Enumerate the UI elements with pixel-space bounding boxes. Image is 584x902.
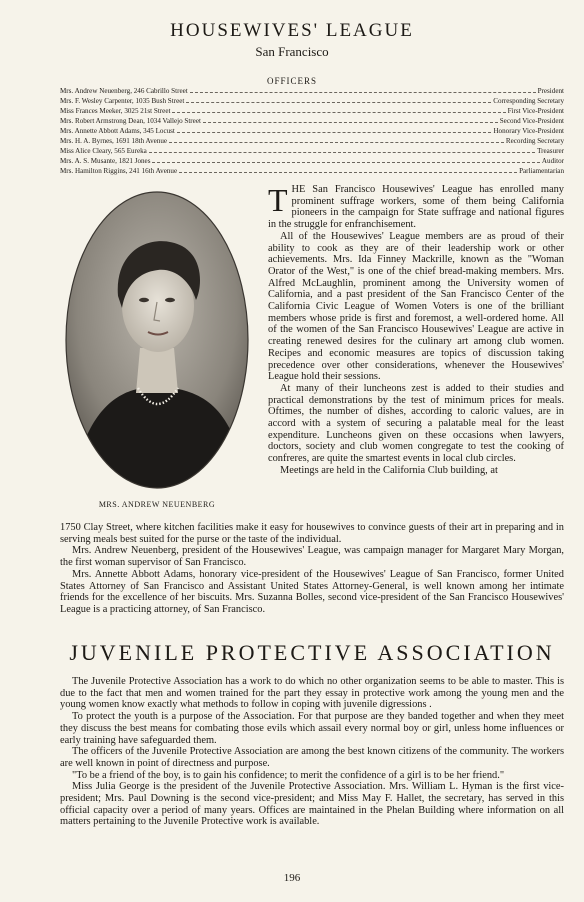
officer-name: Miss Frances Meeker, 3025 21st Street	[60, 107, 171, 115]
page-number: 196	[283, 872, 301, 884]
article-column	[268, 184, 564, 477]
portrait-image	[62, 188, 252, 492]
leader-dots	[203, 116, 498, 123]
officer-role: Parliamentarian	[519, 167, 564, 175]
leader-dots	[177, 126, 492, 133]
jpa-paragraph: Miss Julia George is the president of the Juvenile Protective Association. Mrs. William L. Hyman is the first vice-president; Mrs. Paul Downing is the second vice-president; and Miss May F. Hallet, the secretary, has served in this official capacity over a period of many years. Offices are maintained in the Phelan Building where information on all matters pertaining to the Juvenile Protective work is available.	[60, 781, 564, 828]
leader-dots	[186, 96, 491, 103]
officer-role: Second Vice-President	[499, 117, 564, 125]
drop-cap: T	[268, 182, 288, 218]
officer-role: Honorary Vice-President	[493, 127, 564, 135]
officer-role: First Vice-President	[507, 107, 564, 115]
article-paragraph	[268, 184, 564, 231]
officer-row	[60, 146, 564, 156]
leader-dots	[169, 136, 504, 143]
officer-name: Mrs. Hamilton Riggins, 241 16th Avenue	[60, 167, 178, 175]
article-paragraph: All of the Housewives' League members are as proud of their ability to cook as they are of their leadership work or other achievements. Mrs. Ida Finney Mackrille, known as the "Woman Orator of the West," is one of the chief bread-making members. Mrs. Alfred McLaughlin, prominent among the University women of California, and a past president of the San Francisco Center of the California Civic League of Women Voters is one of the brilliant members whose pride is first and foremost, a well-ordered home. All of the women of the San Francisco Housewives' League are active in creating renewed desires for the culinary art among club women. Recipes and economic measures are topics of discussion taking precedence over other considerations, whenever the Housewives' League hold their sessions.	[268, 230, 564, 383]
section-title: JUVENILE PROTECTIVE ASSOCIATION	[69, 640, 555, 665]
page-title: HOUSEWIVES' LEAGUE	[170, 20, 414, 41]
article-paragraph: 1750 Clay Street, where kitchen facilities make it easy for housewives to convince guests of their art in preparing and in serving meals best suited for the purse or the taste of the individual.	[60, 522, 564, 545]
officer-name: Mrs. A. S. Musante, 1821 Jones	[60, 157, 151, 165]
officer-row	[60, 116, 564, 126]
leader-dots	[190, 86, 536, 93]
officers-list	[60, 86, 564, 176]
officer-role: Auditor	[541, 157, 564, 165]
officer-name: Mrs. H. A. Byrnes, 1691 18th Avenue	[60, 137, 168, 145]
article-paragraph: Mrs. Andrew Neuenberg, president of the Housewives' League, was campaign manager for Margaret Mary Morgan, the first woman supervisor of San Francisco.	[60, 545, 564, 569]
jpa-paragraph: The officers of the Juvenile Protective Association are among the best known citizens of the community. The workers are well known in point of directness and purpose.	[60, 746, 564, 769]
officers-heading: OFFICERS	[266, 76, 318, 86]
officer-name: Miss Alice Cleary, 565 Eureka	[60, 147, 147, 155]
portrait-caption: MRS. ANDREW NEUENBERG	[98, 500, 216, 509]
jpa-paragraph: "To be a friend of the boy, is to gain his confidence; to merit the confidence of a girl is to be her friend."	[72, 769, 505, 781]
officer-row	[60, 106, 564, 116]
article-paragraph: Mrs. Annette Abbott Adams, honorary vice-president of the Housewives' League of San Francisco, former United States Attorney of San Francisco and Assistant United States Attorney-General, is well known among her intimate friends for the excellence of her biscuits. Mrs. Suzanna Bolles, second vice-president of the San Francisco Housewives' League is a practicing attorney, of San Francisco.	[60, 568, 564, 615]
leader-dots	[172, 106, 505, 113]
leader-dots	[149, 146, 535, 153]
officer-row	[60, 96, 564, 106]
officer-row	[60, 166, 564, 176]
officer-row	[60, 126, 564, 136]
portrait-photo	[62, 188, 252, 492]
officer-name: Mrs. Andrew Neuenberg, 246 Cabrillo Street	[60, 87, 188, 95]
officer-row	[60, 136, 564, 146]
article-paragraph: Meetings are held in the California Club building, at	[280, 464, 498, 476]
jpa-paragraph: The Juvenile Protective Association has a work to do which no other organization seems to be able to master. This is due to the fact that men and women trained for the part they essay in protective work among the young men and the young women know exactly what methods to follow in coping with juvenile digressions .	[60, 676, 564, 711]
officer-name: Mrs. Robert Armstrong Dean, 1034 Vallejo Street	[60, 117, 201, 125]
officer-row	[60, 86, 564, 96]
officer-role: Corresponding Secretary	[493, 97, 564, 105]
leader-dots	[179, 166, 517, 173]
article-continuation	[60, 522, 564, 616]
jpa-paragraph: To protect the youth is a purpose of the Association. For that purpose are they banded together and when they meet they discuss the best means for combating those evils which assail every normal boy or girl, unless home influences or early training have safeguarded them.	[60, 711, 564, 746]
officer-role: Treasurer	[537, 147, 564, 155]
officer-role: President	[537, 87, 564, 95]
officer-name: Mrs. F. Wesley Carpenter, 1035 Bush Street	[60, 97, 185, 105]
page-subtitle: San Francisco	[255, 44, 329, 59]
jpa-section	[60, 676, 564, 828]
officer-row	[60, 156, 564, 166]
officer-name: Mrs. Annette Abbott Adams, 345 Locust	[60, 127, 175, 135]
leader-dots	[152, 156, 539, 163]
officer-role: Recording Secretary	[505, 137, 564, 145]
article-paragraph-text: HE San Francisco Housewives' League has enrolled many prominent suffrage workers, some of them being California pioneers in the campaign for State suffrage and national figures in the struggle for enfranchisement.	[268, 184, 564, 231]
article-paragraph: At many of their luncheons zest is added to their studies and practical demonstrations by the test of minimum prices for meals. Oftimes, the number of dishes, according to caloric values, are in accord with a system of securing a palatable meal for the least expenditure. Luncheons given on these occasions when lawyers, doctors, society and club women congregate to test the cooking of confreres, are quite the smartest events in local club circles.	[268, 382, 564, 465]
